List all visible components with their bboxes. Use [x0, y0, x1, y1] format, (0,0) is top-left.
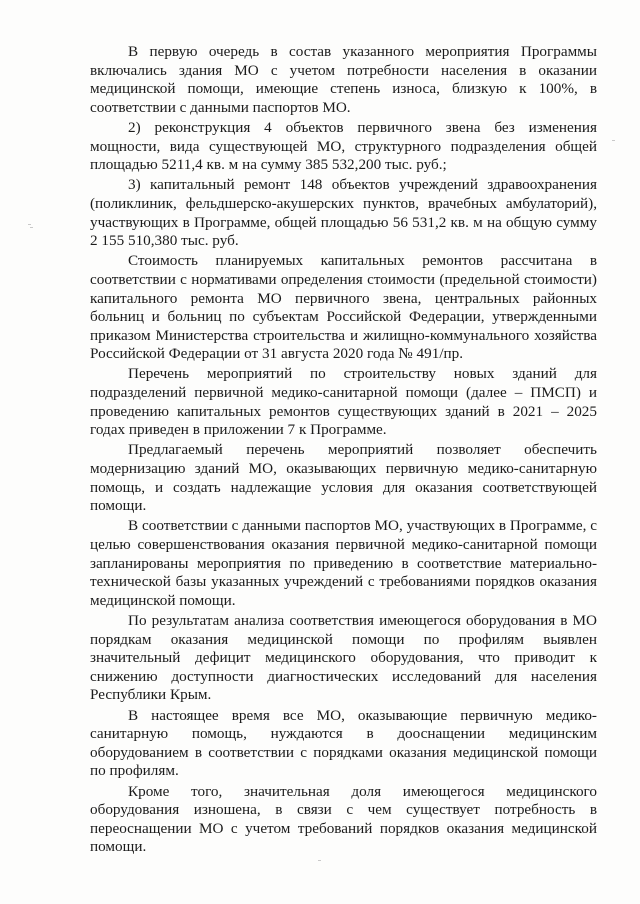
paragraph: В первую очередь в состав указанного мероприятия Программы включались здания МО с учетом потребности населения в оказании медицинской помощи, имеющие степень износа, близкую к 100%, в соответствии с данными паспортов МО. [90, 43, 597, 116]
scan-speck [30, 227, 33, 228]
paragraph: По результатам анализа соответствия имеющегося оборудования в МО порядкам оказания медицинской помощи по профилям выявлен значительный дефицит медицинского оборудования, что приводит к снижению доступности диагностических исследований для населения Республики Крым. [90, 611, 597, 704]
paragraph: Кроме того, значительная доля имеющегося медицинского оборудования изношена, в связи с чем существует потребность в переоснащении МО с учетом требований порядков оказания медицинской помощи. [90, 782, 597, 856]
paragraph: В соответствии с данными паспортов МО, участвующих в Программе, с целью совершенствования оказания первичной медико-санитарной помощи запланированы мероприятия по приведению в соответствие материально-технической базы указанных учреждений с требованиями порядков оказания медицинской помощи. [90, 517, 597, 609]
paragraph: Перечень мероприятий по строительству новых зданий для подразделений первичной медико-санитарной помощи (далее – ПМСП) и проведению капитальных ремонтов существующих зданий в 2021 – 2025 годах приведен в приложении 7 к Программе. [90, 365, 597, 439]
paragraph: Стоимость планируемых капитальных ремонтов рассчитана в соответствии с нормативами определения стоимости (предельной стоимости) капитального ремонта МО первичного звена, центральных районных больниц и больниц по субъектам Российской Федерации, утвержденными приказом Министерства строительства и жилищно-коммунального хозяйства Российской Федерации от 31 августа 2020 года № 491/пр. [90, 252, 597, 363]
scan-speck [28, 224, 31, 225]
document-body [90, 43, 597, 858]
scan-speck [612, 140, 615, 141]
paragraph: 2) реконструкция 4 объектов первичного звена без изменения мощности, вида существующей МО, структурного подразделения общей площадью 5211,4 кв. м на сумму 385 532,200 тыс. руб.; [90, 118, 597, 174]
paragraph: В настоящее время все МО, оказывающие первичную медико-санитарную помощь, нуждаются в дооснащении медицинским оборудованием в соответствии с порядками оказания медицинской помощи по профилям. [90, 706, 597, 780]
scan-speck [318, 860, 321, 861]
paragraph: Предлагаемый перечень мероприятий позволяет обеспечить модернизацию зданий МО, оказывающих первичную медико-санитарную помощь, и создать надлежащие условия для оказания соответствующей помощи. [90, 441, 597, 515]
paragraph: 3) капитальный ремонт 148 объектов учреждений здравоохранения (поликлиник, фельдшерско-акушерских пунктов, врачебных амбулаторий), участвующих в Программе, общей площадью 56 531,2 кв. м на общую сумму 2 155 510,380 тыс. руб. [90, 176, 597, 250]
